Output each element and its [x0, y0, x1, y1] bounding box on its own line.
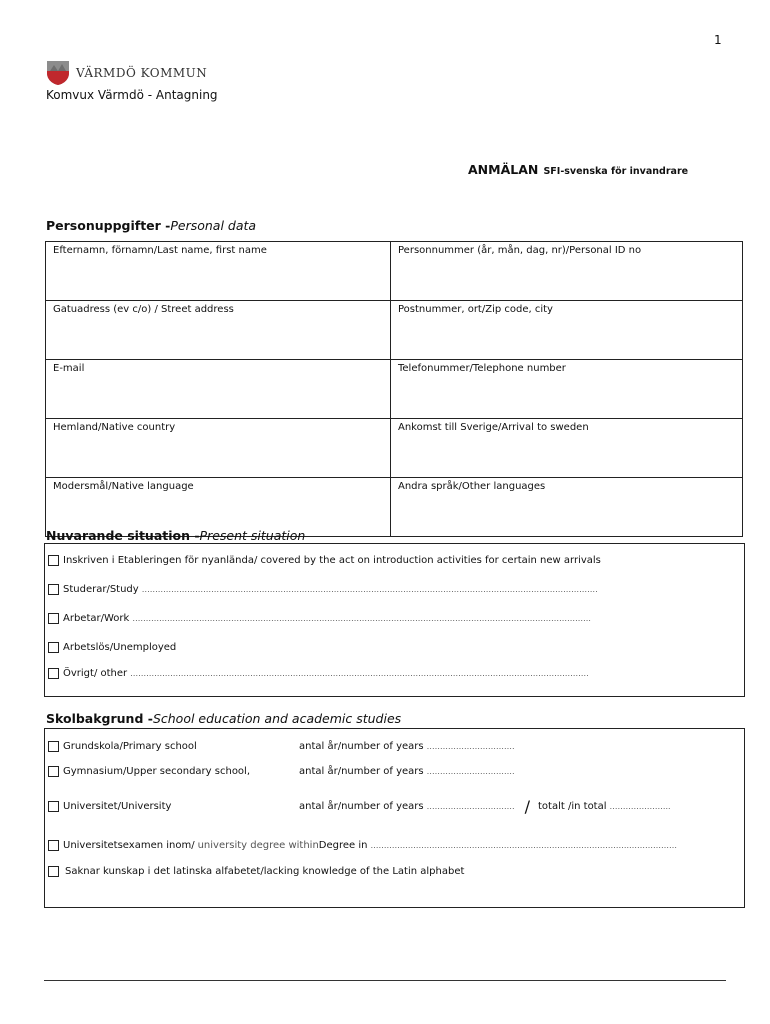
page-number: 1 — [714, 33, 722, 47]
total-label: totalt /in total — [538, 801, 607, 812]
checkbox[interactable] — [48, 840, 59, 851]
education-option-degree[interactable]: Universitetsexamen inom/ university degree within Degree in …………………………………………………………………………………….……………… — [48, 840, 677, 851]
fill-line: ………………………………………………………………………………………………………………………………………………………. — [130, 669, 589, 678]
checkbox[interactable] — [48, 801, 59, 812]
section-personal-title: Personuppgifter -Personal data — [46, 218, 257, 233]
arrival-field[interactable]: Ankomst till Sverige/Arrival to sweden — [391, 419, 743, 478]
footer-divider — [44, 980, 726, 981]
checkbox[interactable] — [48, 741, 59, 752]
checkbox[interactable] — [48, 584, 59, 595]
years-fill-line[interactable]: …………………………… — [426, 767, 515, 776]
degree-fill-line[interactable]: …………………………………………………………………………………….……………… — [370, 841, 678, 850]
situation-box — [44, 543, 745, 697]
situation-option-study[interactable]: Studerar/Study ……………………………………………………………………………………………………………………………………………………… — [48, 584, 598, 595]
logo-text: VÄRMDÖ KOMMUN — [76, 66, 208, 80]
form-title: ANMÄLAN — [468, 162, 539, 177]
last-first-name-field[interactable]: Efternamn, förnamn/Last name, first name — [46, 242, 391, 301]
education-option-upper-secondary[interactable]: Gymnasium/Upper secondary school, antal år/number of years …………………………… — [48, 766, 515, 777]
checkbox[interactable] — [48, 866, 59, 877]
personal-data-table — [45, 241, 743, 537]
education-option-no-latin-alphabet[interactable]: Saknar kunskap i det latinska alfabetet/lacking knowledge of the Latin alphabet — [48, 866, 464, 877]
table-row — [46, 419, 743, 478]
years-fill-line[interactable]: …………………………… — [426, 742, 515, 751]
street-address-field[interactable]: Gatuadress (ev c/o) / Street address — [46, 301, 391, 360]
checkbox[interactable] — [48, 642, 59, 653]
years-label: antal år/number of years — [299, 741, 424, 752]
education-box — [44, 728, 745, 908]
situation-option-unemployed[interactable]: Arbetslös/Unemployed — [48, 642, 176, 653]
education-option-primary[interactable]: Grundskola/Primary school antal år/number of years …………………………… — [48, 741, 515, 752]
form-heading — [468, 159, 688, 178]
native-country-field[interactable]: Hemland/Native country — [46, 419, 391, 478]
other-languages-field[interactable]: Andra språk/Other languages — [391, 478, 743, 537]
checkbox[interactable] — [48, 613, 59, 624]
checkbox[interactable] — [48, 555, 59, 566]
checkbox[interactable] — [48, 766, 59, 777]
checkbox[interactable] — [48, 668, 59, 679]
situation-option-other[interactable]: Övrigt/ other ………………………………………………………………………………………………………………………………………………………. — [48, 668, 589, 679]
logo — [46, 60, 207, 86]
separator-slash: / — [524, 797, 531, 816]
native-language-field[interactable]: Modersmål/Native language — [46, 478, 391, 537]
years-fill-line[interactable]: …………………………… — [426, 802, 515, 811]
total-fill-line[interactable]: ………………….. — [609, 802, 671, 811]
varmdo-coat-of-arms-icon — [46, 60, 70, 86]
years-label: antal år/number of years — [299, 766, 424, 777]
section-situation-title: Nuvarande situation -Present situation — [46, 528, 306, 543]
email-field[interactable]: E-mail — [46, 360, 391, 419]
form-subtitle: SFI-svenska för invandrare — [543, 166, 689, 177]
years-label: antal år/number of years — [299, 801, 424, 812]
fill-line: ………………………………………………………………………………………………………………………………………………………. — [132, 614, 591, 623]
table-row — [46, 301, 743, 360]
fill-line: ……………………………………………………………………………………………………………………………………………………… — [141, 585, 598, 594]
section-education-title: Skolbakgrund -School education and academic studies — [46, 711, 402, 726]
situation-option-introduction[interactable]: Inskriven i Etableringen för nyanlända/ covered by the act on introduction activities for certain new arrivals — [48, 555, 601, 566]
table-row — [46, 360, 743, 419]
page-subtitle: Komvux Värmdö - Antagning — [46, 88, 218, 102]
telephone-field[interactable]: Telefonummer/Telephone number — [391, 360, 743, 419]
education-option-university[interactable]: Universitet/University antal år/number of years …………………………… / totalt /in total ………………….. — [48, 797, 671, 816]
zip-city-field[interactable]: Postnummer, ort/Zip code, city — [391, 301, 743, 360]
personal-id-field[interactable]: Personnummer (år, mån, dag, nr)/Personal ID no — [391, 242, 743, 301]
table-row — [46, 242, 743, 301]
situation-option-work[interactable]: Arbetar/Work ………………………………………………………………………………………………………………………………………………………. — [48, 613, 591, 624]
